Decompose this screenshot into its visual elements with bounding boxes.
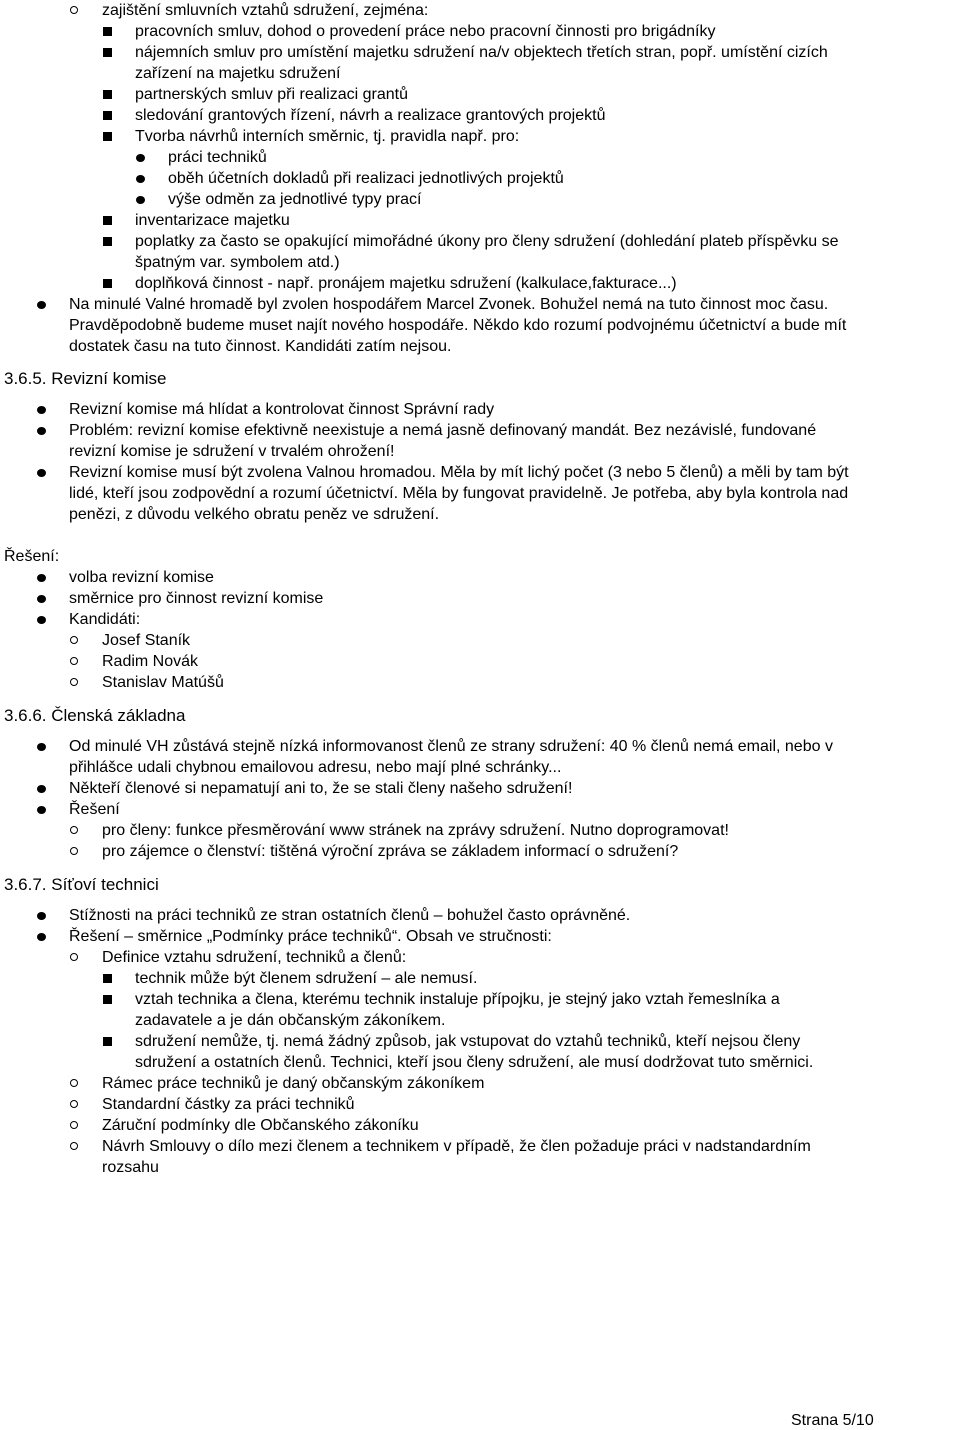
dot-bullet-icon	[37, 806, 46, 814]
section-heading-revizni-komise: 3.6.5. Revizní komise	[4, 369, 167, 388]
list-item-line: práci techniků	[168, 149, 267, 166]
list-item-line: sledování grantových řízení, návrh a realizace grantových projektů	[135, 107, 606, 124]
list-item-line: Od minulé VH zůstává stejně nízká informovanost členů ze strany sdružení: 40 % členů nemá email, nebo v	[69, 738, 833, 755]
circle-bullet-icon	[70, 953, 78, 961]
dot-bullet-icon	[37, 616, 46, 624]
section-heading-clenska-zakladna: 3.6.6. Členská základna	[4, 706, 186, 725]
dot-bullet-icon	[37, 301, 46, 309]
list-item-line: Rámec práce techniků je daný občanským zákoníkem	[102, 1075, 485, 1092]
list-item-line: Stanislav Matúšů	[102, 674, 224, 691]
dot-bullet-icon	[37, 469, 46, 477]
square-bullet-icon	[103, 132, 112, 141]
list-item-line: Záruční podmínky dle Občanského zákoníku	[102, 1117, 419, 1134]
square-bullet-icon	[103, 216, 112, 225]
list-item-line: Definice vztahu sdružení, techniků a členů:	[102, 949, 407, 966]
list-item-line: Josef Staník	[102, 632, 191, 649]
circle-bullet-icon	[70, 678, 78, 686]
list-item-line: dostatek času na tuto činnost. Kandidáti zatím nejsou.	[69, 338, 452, 355]
list-item-line: směrnice pro činnost revizní komise	[69, 590, 324, 607]
dot-bullet-icon	[136, 175, 145, 183]
list-item-line: zajištění smluvních vztahů sdružení, zejména:	[102, 2, 429, 19]
dot-bullet-icon	[37, 743, 46, 751]
list-item-line: oběh účetních dokladů při realizaci jednotlivých projektů	[168, 170, 564, 187]
list-item-line: revizní komise je sdružení v trvalém ohrožení!	[69, 443, 395, 460]
circle-bullet-icon	[70, 826, 78, 834]
square-bullet-icon	[103, 974, 112, 983]
list-item-line: Řešení – směrnice „Podmínky práce techniků“. Obsah ve stručnosti:	[69, 928, 552, 945]
dot-bullet-icon	[37, 427, 46, 435]
list-item-line: rozsahu	[102, 1159, 159, 1176]
list-item-line: Pravděpodobně budeme muset najít nového hospodáře. Někdo kdo rozumí podvojnému účetnictví a bude mít	[69, 317, 847, 334]
list-item-line: špatným var. symbolem atd.)	[135, 254, 340, 271]
list-item-line: pracovních smluv, dohod o provedení práce nebo pracovní činnosti pro brigádníky	[135, 23, 716, 40]
list-item-line: penězi, z důvodu velkého obratu peněz ve sdružení.	[69, 506, 440, 523]
circle-bullet-icon	[70, 1100, 78, 1108]
list-item-line: zadavatele a je dán občanským zákoníkem.	[135, 1012, 446, 1029]
list-item-line: Řešení	[69, 801, 120, 818]
list-item-line: sdružení a ostatních členů. Technici, kteří jsou členy sdružení, ale musí dodržovat tuto směrnici.	[135, 1054, 814, 1071]
square-bullet-icon	[103, 237, 112, 246]
square-bullet-icon	[103, 48, 112, 57]
square-bullet-icon	[103, 111, 112, 120]
list-item-line: Na minulé Valné hromadě byl zvolen hospodářem Marcel Zvonek. Bohužel nemá na tuto činnost moc času.	[69, 296, 829, 313]
list-item-line: poplatky za často se opakující mimořádné úkony pro členy sdružení (dohledání plateb příspěvku se	[135, 233, 839, 250]
list-item-line: technik může být členem sdružení – ale nemusí.	[135, 970, 478, 987]
circle-bullet-icon	[70, 1121, 78, 1129]
circle-bullet-icon	[70, 636, 78, 644]
solution-label: Řešení:	[4, 548, 60, 565]
section-heading-sitovi-technici: 3.6.7. Síťoví technici	[4, 875, 159, 894]
list-item-line: Někteří členové si nepamatují ani to, že se stali členy našeho sdružení!	[69, 780, 573, 797]
list-item-line: vztah technika a člena, kterému technik instaluje přípojku, je stejný jako vztah řemeslníka a	[135, 991, 780, 1008]
list-item-line: pro zájemce o členství: tištěná výroční zpráva se základem informací o sdružení?	[102, 843, 679, 860]
list-item-line: Problém: revizní komise efektivně neexistuje a nemá jasně definovaný mandát. Bez nezávislé, fundované	[69, 422, 817, 439]
list-item-line: volba revizní komise	[69, 569, 214, 586]
square-bullet-icon	[103, 90, 112, 99]
list-item-line: Standardní částky za práci techniků	[102, 1096, 355, 1113]
list-item-line: doplňková činnost - např. pronájem majetku sdružení (kalkulace,fakturace...)	[135, 275, 677, 292]
list-item-line: přihlášce udali chybnou emailovou adresu, nebo mají plné schránky...	[69, 759, 562, 776]
dot-bullet-icon	[37, 595, 46, 603]
circle-bullet-icon	[70, 847, 78, 855]
list-item-line: nájemních smluv pro umístění majetku sdružení na/v objektech třetích stran, popř. umístění cizích	[135, 44, 828, 61]
dot-bullet-icon	[37, 933, 46, 941]
circle-bullet-icon	[70, 657, 78, 665]
dot-bullet-icon	[136, 196, 145, 204]
circle-bullet-icon	[70, 6, 78, 14]
list-item-line: zařízení na majetku sdružení	[135, 65, 341, 82]
list-item-line: partnerských smluv při realizaci grantů	[135, 86, 408, 103]
list-item-line: inventarizace majetku	[135, 212, 290, 229]
list-item-line: Revizní komise musí být zvolena Valnou hromadou. Měla by mít lichý počet (3 nebo 5 členů) a měli by tam být	[69, 464, 849, 481]
dot-bullet-icon	[136, 154, 145, 162]
square-bullet-icon	[103, 27, 112, 36]
circle-bullet-icon	[70, 1079, 78, 1087]
list-item-line: Návrh Smlouvy o dílo mezi členem a technikem v případě, že člen požaduje práci v nadstandardním	[102, 1138, 811, 1155]
list-item-line: výše odměn za jednotlivé typy prací	[168, 191, 422, 208]
list-item-line: sdružení nemůže, tj. nemá žádný způsob, jak vstupovat do vztahů techniků, kteří nejsou členy	[135, 1033, 801, 1050]
list-item-line: pro členy: funkce přesměrování www stránek na zprávy sdružení. Nutno doprogramovat!	[102, 822, 729, 839]
square-bullet-icon	[103, 279, 112, 288]
square-bullet-icon	[103, 1037, 112, 1046]
dot-bullet-icon	[37, 912, 46, 920]
list-item-line: Kandidáti:	[69, 611, 141, 628]
list-item-line: Radim Novák	[102, 653, 199, 670]
square-bullet-icon	[103, 995, 112, 1004]
dot-bullet-icon	[37, 785, 46, 793]
page-number: Strana 5/10	[791, 1412, 874, 1429]
circle-bullet-icon	[70, 1142, 78, 1150]
list-item-line: lidé, kteří jsou zodpovědní a rozumí účetnictví. Měla by fungovat pravidelně. Je potřeba, aby byla kontrola nad	[69, 485, 849, 502]
list-item-line: Stížnosti na práci techniků ze stran ostatních členů – bohužel často oprávněné.	[69, 907, 631, 924]
dot-bullet-icon	[37, 406, 46, 414]
list-item-line: Tvorba návrhů interních směrnic, tj. pravidla např. pro:	[135, 128, 520, 145]
list-item-line: Revizní komise má hlídat a kontrolovat činnost Správní rady	[69, 401, 495, 418]
dot-bullet-icon	[37, 574, 46, 582]
